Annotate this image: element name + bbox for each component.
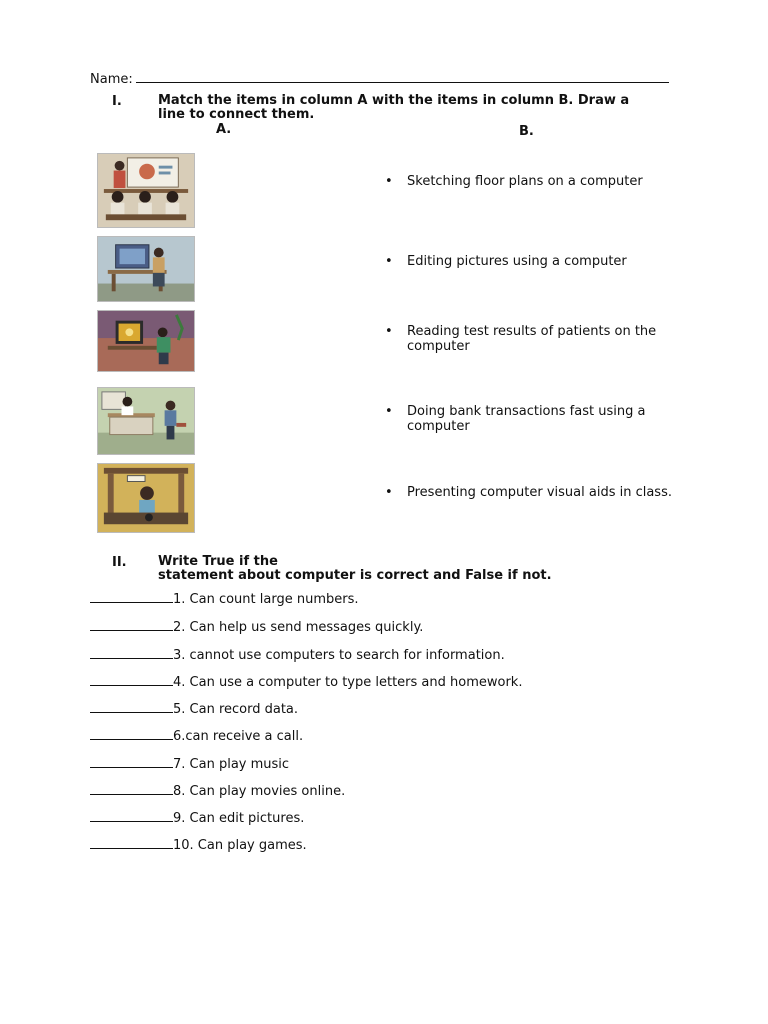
- section-2-instruction-line-1: Write True if the: [158, 554, 278, 569]
- statement-text: 10. Can play games.: [173, 838, 307, 853]
- answer-blank[interactable]: [90, 674, 173, 686]
- bank-teller-window-picture: [97, 463, 195, 533]
- answer-blank[interactable]: [90, 591, 173, 603]
- answer-blank[interactable]: [90, 837, 173, 849]
- statement-text: 6.can receive a call.: [173, 729, 304, 744]
- column-b-item: • Sketching floor plans on a computer: [385, 174, 643, 189]
- statement-text: 5. Can record data.: [173, 702, 299, 717]
- statement-row: [90, 591, 358, 607]
- section-1-instruction: [158, 94, 629, 122]
- statement-row: [90, 674, 522, 690]
- name-blank-line[interactable]: [136, 70, 669, 83]
- section-1-instruction-line-2: line to connect them.: [158, 107, 315, 122]
- name-label: Name:: [90, 72, 133, 87]
- statement-row: [90, 837, 307, 853]
- bullet-icon: •: [385, 324, 393, 339]
- statement-row: [90, 701, 298, 717]
- column-b-item: • Editing pictures using a computer: [385, 254, 627, 269]
- teacher-presenting-picture: [97, 153, 195, 228]
- answer-blank[interactable]: [90, 619, 173, 631]
- statement-text: 7. Can play music: [173, 757, 290, 772]
- bullet-icon: •: [385, 174, 393, 189]
- answer-blank[interactable]: [90, 783, 173, 795]
- bullet-icon: •: [385, 254, 393, 269]
- doctor-and-patient-picture: [97, 387, 195, 455]
- statement-row: [90, 647, 505, 663]
- answer-blank[interactable]: [90, 756, 173, 768]
- column-b-item: • Presenting computer visual aids in class.: [385, 485, 672, 500]
- bullet-icon: •: [385, 404, 393, 419]
- name-field[interactable]: [90, 70, 669, 87]
- column-b-heading: B.: [519, 124, 534, 139]
- statement-text: 2. Can help us send messages quickly.: [173, 620, 424, 635]
- statement-row: [90, 810, 304, 826]
- statement-text: 9. Can edit pictures.: [173, 811, 305, 826]
- column-b-item: • Reading test results of patients on the computer: [385, 324, 657, 354]
- answer-blank[interactable]: [90, 728, 173, 740]
- person-at-computer-picture: [97, 310, 195, 372]
- section-2-instruction: [158, 555, 552, 583]
- statement-text: 1. Can count large numbers.: [173, 592, 359, 607]
- statement-row: [90, 728, 303, 744]
- section-2-numeral: II.: [112, 555, 127, 570]
- section-1-numeral: I.: [112, 94, 122, 109]
- statement-text: 3. cannot use computers to search for information.: [173, 648, 505, 663]
- column-b-item: • Doing bank transactions fast using a computer: [385, 404, 646, 434]
- answer-blank[interactable]: [90, 810, 173, 822]
- answer-blank[interactable]: [90, 647, 173, 659]
- column-a-heading: A.: [216, 122, 232, 137]
- answer-blank[interactable]: [90, 701, 173, 713]
- statement-row: [90, 756, 289, 772]
- section-2-instruction-line-2: statement about computer is correct and False if not.: [158, 568, 552, 583]
- statement-text: 8. Can play movies online.: [173, 784, 346, 799]
- statement-text: 4. Can use a computer to type letters and homework.: [173, 675, 523, 690]
- bullet-icon: •: [385, 485, 393, 500]
- statement-row: [90, 783, 345, 799]
- designer-at-desk-picture: [97, 236, 195, 302]
- section-1-instruction-line-1: Match the items in column A with the items in column B. Draw a: [158, 93, 630, 108]
- statement-row: [90, 619, 423, 635]
